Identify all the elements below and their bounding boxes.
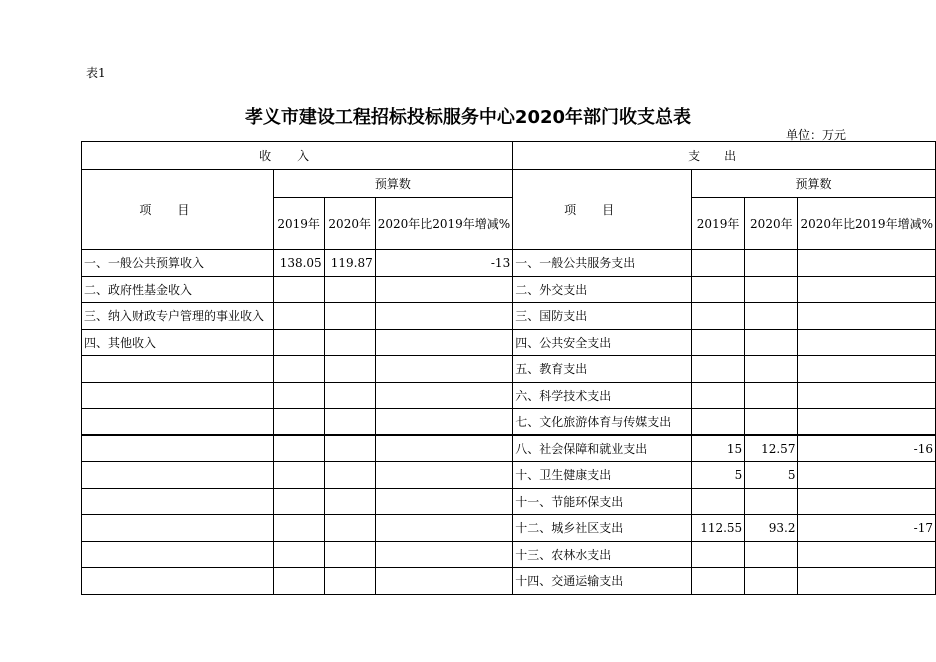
expense-change-cell	[798, 329, 936, 356]
income-item-cell: 一、一般公共预算收入	[82, 250, 274, 277]
expense-item-cell: 十二、城乡社区支出	[513, 515, 692, 542]
expense-2019-cell	[691, 303, 744, 330]
table-row	[82, 515, 936, 542]
unit-label: 单位：万元	[786, 128, 847, 142]
expense-2020-cell	[745, 329, 798, 356]
table-row	[82, 409, 936, 436]
expense-2019-cell	[691, 356, 744, 383]
expense-item-cell: 五、教育支出	[513, 356, 692, 383]
expense-2019-cell	[691, 250, 744, 277]
income-item-cell	[82, 541, 274, 568]
income-item-cell	[82, 382, 274, 409]
income-header: 收入	[82, 142, 513, 170]
income-2019-cell	[273, 276, 324, 303]
income-change-cell	[375, 303, 512, 330]
expense-change-cell: -17	[798, 515, 936, 542]
income-item-cell	[82, 409, 274, 436]
income-2019-cell	[273, 488, 324, 515]
income-2020-cell	[324, 409, 375, 436]
expense-2019-cell	[691, 276, 744, 303]
income-budget-header: 预算数	[273, 170, 513, 198]
table-row	[82, 541, 936, 568]
income-change-cell	[375, 329, 512, 356]
income-2020-cell	[324, 276, 375, 303]
expense-change-cell: -16	[798, 435, 936, 462]
expense-item-cell: 三、国防支出	[513, 303, 692, 330]
expense-2019-cell	[691, 568, 744, 595]
expense-item-cell: 十一、节能环保支出	[513, 488, 692, 515]
page-title: 孝义市建设工程招标投标服务中心2020年部门收支总表	[244, 107, 692, 128]
expense-change-cell	[798, 409, 936, 436]
expense-item-header: 项目	[513, 170, 692, 250]
income-change-cell	[375, 435, 512, 462]
table-row	[82, 488, 936, 515]
table-row	[82, 435, 936, 462]
table-row	[82, 568, 936, 595]
expense-item-cell: 四、公共安全支出	[513, 329, 692, 356]
income-change-cell	[375, 409, 512, 436]
expense-2019-cell: 112.55	[691, 515, 744, 542]
expense-change-cell	[798, 541, 936, 568]
expense-2019-cell	[691, 329, 744, 356]
income-2020-cell	[324, 435, 375, 462]
income-change-cell	[375, 276, 512, 303]
expense-item-cell: 七、文化旅游体育与传媒支出	[513, 409, 692, 436]
income-2020-cell	[324, 568, 375, 595]
expense-2020-cell	[745, 541, 798, 568]
expense-item-cell: 十四、交通运输支出	[513, 568, 692, 595]
expense-change-cell	[798, 356, 936, 383]
expense-2020-cell	[745, 382, 798, 409]
expense-change-cell	[798, 250, 936, 277]
income-2019-cell	[273, 568, 324, 595]
income-2019-cell: 138.05	[273, 250, 324, 277]
expense-2020-header: 2020年	[745, 198, 798, 250]
income-2020-header: 2020年	[324, 198, 375, 250]
table-row	[82, 356, 936, 383]
expense-2020-cell	[745, 303, 798, 330]
income-2019-cell	[273, 303, 324, 330]
income-change-cell	[375, 568, 512, 595]
income-item-cell	[82, 435, 274, 462]
income-2019-cell	[273, 329, 324, 356]
income-item-cell: 三、纳入财政专户管理的事业收入	[82, 303, 274, 330]
table-row	[82, 303, 936, 330]
budget-table	[81, 141, 936, 595]
expense-2020-cell	[745, 488, 798, 515]
income-2020-cell	[324, 303, 375, 330]
expense-change-cell	[798, 568, 936, 595]
expense-2020-cell	[745, 356, 798, 383]
income-change-cell	[375, 462, 512, 489]
expense-change-cell	[798, 276, 936, 303]
expense-item-cell: 十三、农林水支出	[513, 541, 692, 568]
expense-2020-cell	[745, 276, 798, 303]
income-item-cell	[82, 356, 274, 383]
expense-change-header: 2020年比2019年增减%	[798, 198, 936, 250]
table-row	[82, 276, 936, 303]
income-2019-cell	[273, 409, 324, 436]
income-item-cell: 二、政府性基金收入	[82, 276, 274, 303]
income-2020-cell	[324, 382, 375, 409]
table-row	[82, 250, 936, 277]
income-2020-cell	[324, 515, 375, 542]
income-2020-cell	[324, 462, 375, 489]
expense-item-cell: 八、社会保障和就业支出	[513, 435, 692, 462]
expense-2020-cell	[745, 250, 798, 277]
income-2019-cell	[273, 435, 324, 462]
income-change-header: 2020年比2019年增减%	[375, 198, 512, 250]
income-2020-cell: 119.87	[324, 250, 375, 277]
expense-2019-cell	[691, 541, 744, 568]
income-change-cell	[375, 382, 512, 409]
income-2020-cell	[324, 329, 375, 356]
table-row	[82, 382, 936, 409]
income-2019-cell	[273, 356, 324, 383]
income-item-cell: 四、其他收入	[82, 329, 274, 356]
income-item-cell	[82, 462, 274, 489]
table-row	[82, 329, 936, 356]
expense-2019-cell: 15	[691, 435, 744, 462]
expense-2019-cell	[691, 488, 744, 515]
expense-change-cell	[798, 488, 936, 515]
income-change-cell	[375, 515, 512, 542]
income-change-cell	[375, 541, 512, 568]
income-item-cell	[82, 568, 274, 595]
expense-change-cell	[798, 303, 936, 330]
expense-change-cell	[798, 462, 936, 489]
income-change-cell: -13	[375, 250, 512, 277]
expense-2020-cell: 93.2	[745, 515, 798, 542]
expense-item-cell: 六、科学技术支出	[513, 382, 692, 409]
income-item-header: 项目	[82, 170, 274, 250]
expense-2019-cell	[691, 382, 744, 409]
expense-2020-cell: 12.57	[745, 435, 798, 462]
income-change-cell	[375, 488, 512, 515]
expense-2019-cell	[691, 409, 744, 436]
income-item-cell	[82, 488, 274, 515]
income-2019-header: 2019年	[273, 198, 324, 250]
income-2020-cell	[324, 356, 375, 383]
expense-change-cell	[798, 382, 936, 409]
income-2020-cell	[324, 488, 375, 515]
income-2019-cell	[273, 515, 324, 542]
expense-2020-cell	[745, 568, 798, 595]
expense-2019-header: 2019年	[691, 198, 744, 250]
income-2019-cell	[273, 382, 324, 409]
table-row	[82, 462, 936, 489]
income-change-cell	[375, 356, 512, 383]
expense-item-cell: 十、卫生健康支出	[513, 462, 692, 489]
expense-header: 支出	[513, 142, 936, 170]
expense-budget-header: 预算数	[691, 170, 935, 198]
expense-2020-cell	[745, 409, 798, 436]
income-item-cell	[82, 515, 274, 542]
expense-item-cell: 一、一般公共服务支出	[513, 250, 692, 277]
expense-item-cell: 二、外交支出	[513, 276, 692, 303]
expense-2019-cell: 5	[691, 462, 744, 489]
income-2020-cell	[324, 541, 375, 568]
expense-2020-cell: 5	[745, 462, 798, 489]
table-label: 表1	[86, 66, 106, 80]
income-2019-cell	[273, 462, 324, 489]
income-2019-cell	[273, 541, 324, 568]
